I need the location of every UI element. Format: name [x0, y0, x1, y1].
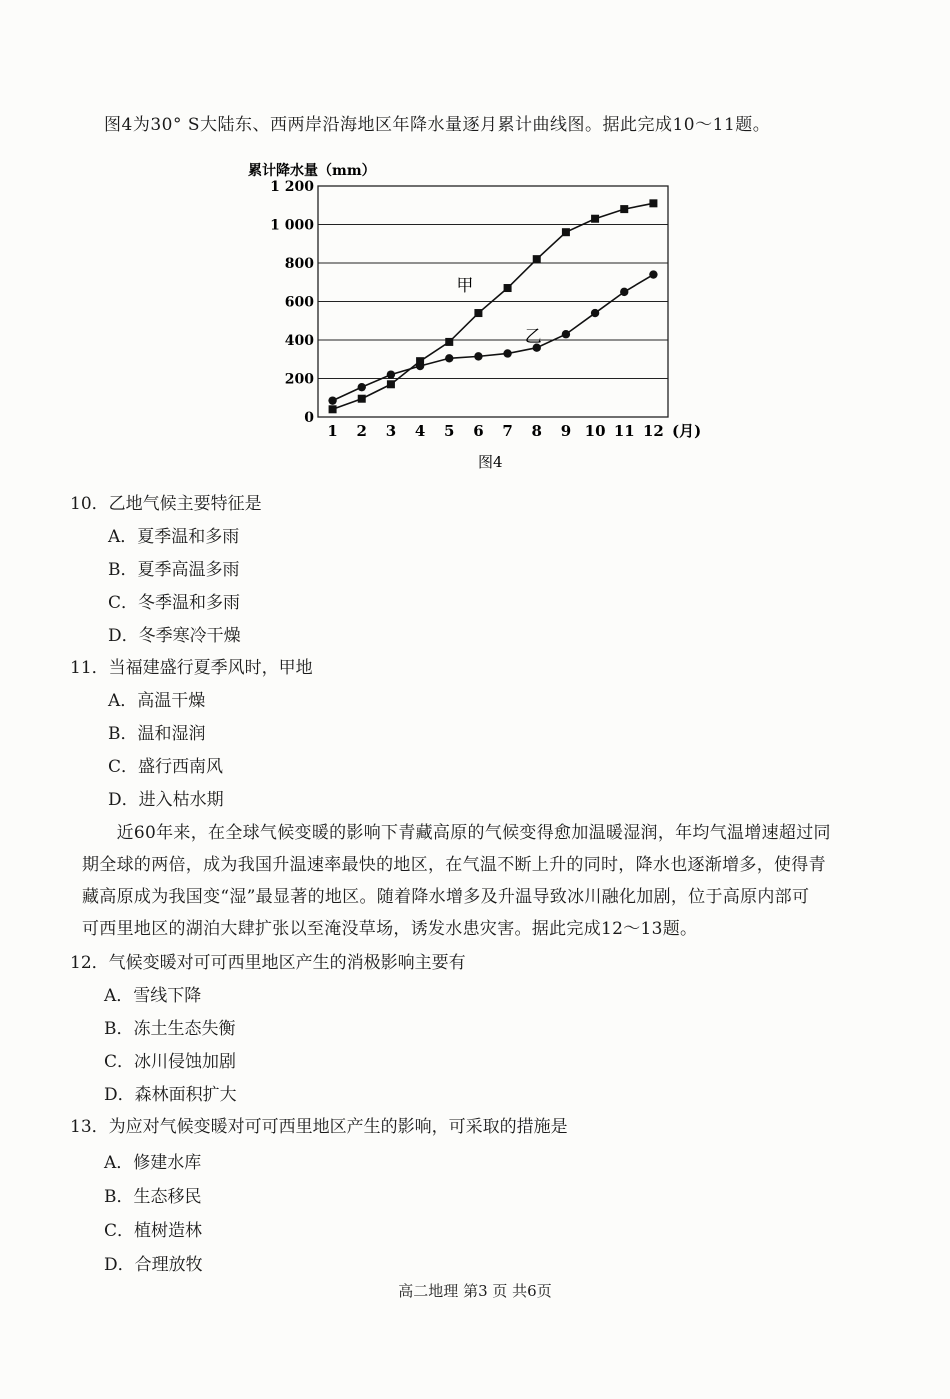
- chart-ylabel: 累计降水量（mm）: [248, 163, 376, 179]
- x-tick-label: 6: [473, 422, 484, 440]
- series-1-point: [387, 380, 395, 388]
- passage-line-2: 期全球的两倍，成为我国升温速率最快的地区，在气温不断上升的同时，降水也逐渐增多，使得青: [82, 855, 826, 875]
- intro-text: 图4为30° S大陆东、西两岸沿海地区年降水量逐月累计曲线图。据此完成10～11题。: [104, 115, 771, 135]
- q11-option-d: D．进入枯水期: [108, 790, 224, 810]
- q13-stem: 13．为应对气候变暖对可可西里地区产生的影响，可采取的措施是: [70, 1117, 568, 1137]
- series-2-point: [649, 270, 657, 278]
- y-tick-label: 400: [284, 333, 314, 349]
- x-tick-label: 7: [502, 422, 513, 440]
- series-1-point: [329, 405, 337, 413]
- series-1-point: [445, 338, 453, 346]
- series-1-point: [649, 199, 657, 207]
- q13-option-d: D．合理放牧: [104, 1255, 203, 1275]
- q12-option-d: D．森林面积扩大: [104, 1085, 237, 1105]
- series-2-point: [562, 330, 570, 338]
- q10-option-b: B．夏季高温多雨: [108, 560, 240, 580]
- passage-line-4: 可西里地区的湖泊大肆扩张以至淹没草场，诱发水患灾害。据此完成12～13题。: [82, 919, 698, 939]
- q10-option-a: A．夏季温和多雨: [108, 527, 240, 547]
- y-tick-label: 600: [284, 294, 314, 311]
- y-tick-label: 200: [284, 371, 314, 388]
- y-tick-label: 1 200: [270, 179, 314, 195]
- series-line-2: [333, 275, 654, 401]
- series-1-point: [358, 395, 366, 403]
- x-tick-label: 1: [327, 422, 338, 440]
- series-1-point: [474, 309, 482, 317]
- series-1-point: [591, 215, 599, 223]
- q13-option-a: A．修建水库: [104, 1153, 202, 1173]
- chart-caption: 图4: [478, 453, 503, 471]
- q12-stem: 12．气候变暖对可可西里地区产生的消极影响主要有: [70, 953, 466, 973]
- x-tick-label: 11: [613, 422, 635, 440]
- q12-option-a: A．雪线下降: [104, 986, 202, 1006]
- q11-option-a: A．高温干燥: [108, 691, 206, 711]
- y-tick-label: 1 000: [270, 217, 314, 234]
- passage-line-1: 近60年来，在全球气候变暖的影响下青藏高原的气候变得愈加温暖湿润，年均气温增速超过同: [82, 823, 831, 843]
- series-2-point: [620, 288, 628, 296]
- series-label-2: 乙: [524, 327, 542, 348]
- series-2-point: [416, 362, 424, 370]
- page-footer: 高二地理 第3 页 共6页: [398, 1282, 552, 1300]
- series-2-point: [591, 309, 599, 317]
- q13-option-c: C．植树造林: [104, 1221, 203, 1241]
- series-1-point: [620, 205, 628, 213]
- y-tick-label: 800: [284, 256, 314, 272]
- x-tick-label: 9: [560, 422, 572, 440]
- x-tick-label: 12: [642, 422, 664, 440]
- chart-xlabel: (月): [672, 422, 702, 440]
- series-2-point: [503, 349, 511, 357]
- series-2-point: [358, 383, 366, 391]
- q11-stem: 11．当福建盛行夏季风时，甲地: [70, 658, 313, 678]
- series-2-point: [474, 352, 482, 360]
- series-1-point: [504, 284, 512, 292]
- x-tick-label: 2: [356, 422, 367, 440]
- x-tick-label: 10: [584, 422, 606, 440]
- q10-option-c: C．冬季温和多雨: [108, 593, 241, 613]
- series-2-point: [445, 354, 453, 362]
- x-tick-label: 3: [385, 422, 397, 440]
- x-tick-label: 4: [414, 422, 426, 440]
- q10-option-d: D．冬季寒冷干燥: [108, 626, 241, 646]
- y-tick-label: 0: [304, 410, 314, 426]
- passage-line-3: 藏高原成为我国变“湿”最显著的地区。随着降水增多及升温导致冰川融化加剧，位于高原内部可: [82, 887, 810, 907]
- series-label-1: 甲: [456, 276, 474, 297]
- series-1-point: [533, 255, 541, 263]
- series-2-point: [328, 396, 336, 404]
- x-tick-label: 5: [444, 422, 455, 440]
- q13-option-b: B．生态移民: [104, 1187, 202, 1207]
- q11-option-b: B．温和湿润: [108, 724, 206, 744]
- q12-option-c: C．冰川侵蚀加剧: [104, 1052, 237, 1072]
- q10-stem: 10．乙地气候主要特征是: [70, 494, 262, 514]
- precipitation-chart: [230, 150, 720, 480]
- series-1-point: [562, 228, 570, 236]
- q11-option-c: C．盛行西南风: [108, 757, 224, 777]
- series-2-point: [387, 370, 395, 378]
- q12-option-b: B．冻土生态失衡: [104, 1019, 236, 1039]
- x-tick-label: 8: [531, 422, 542, 440]
